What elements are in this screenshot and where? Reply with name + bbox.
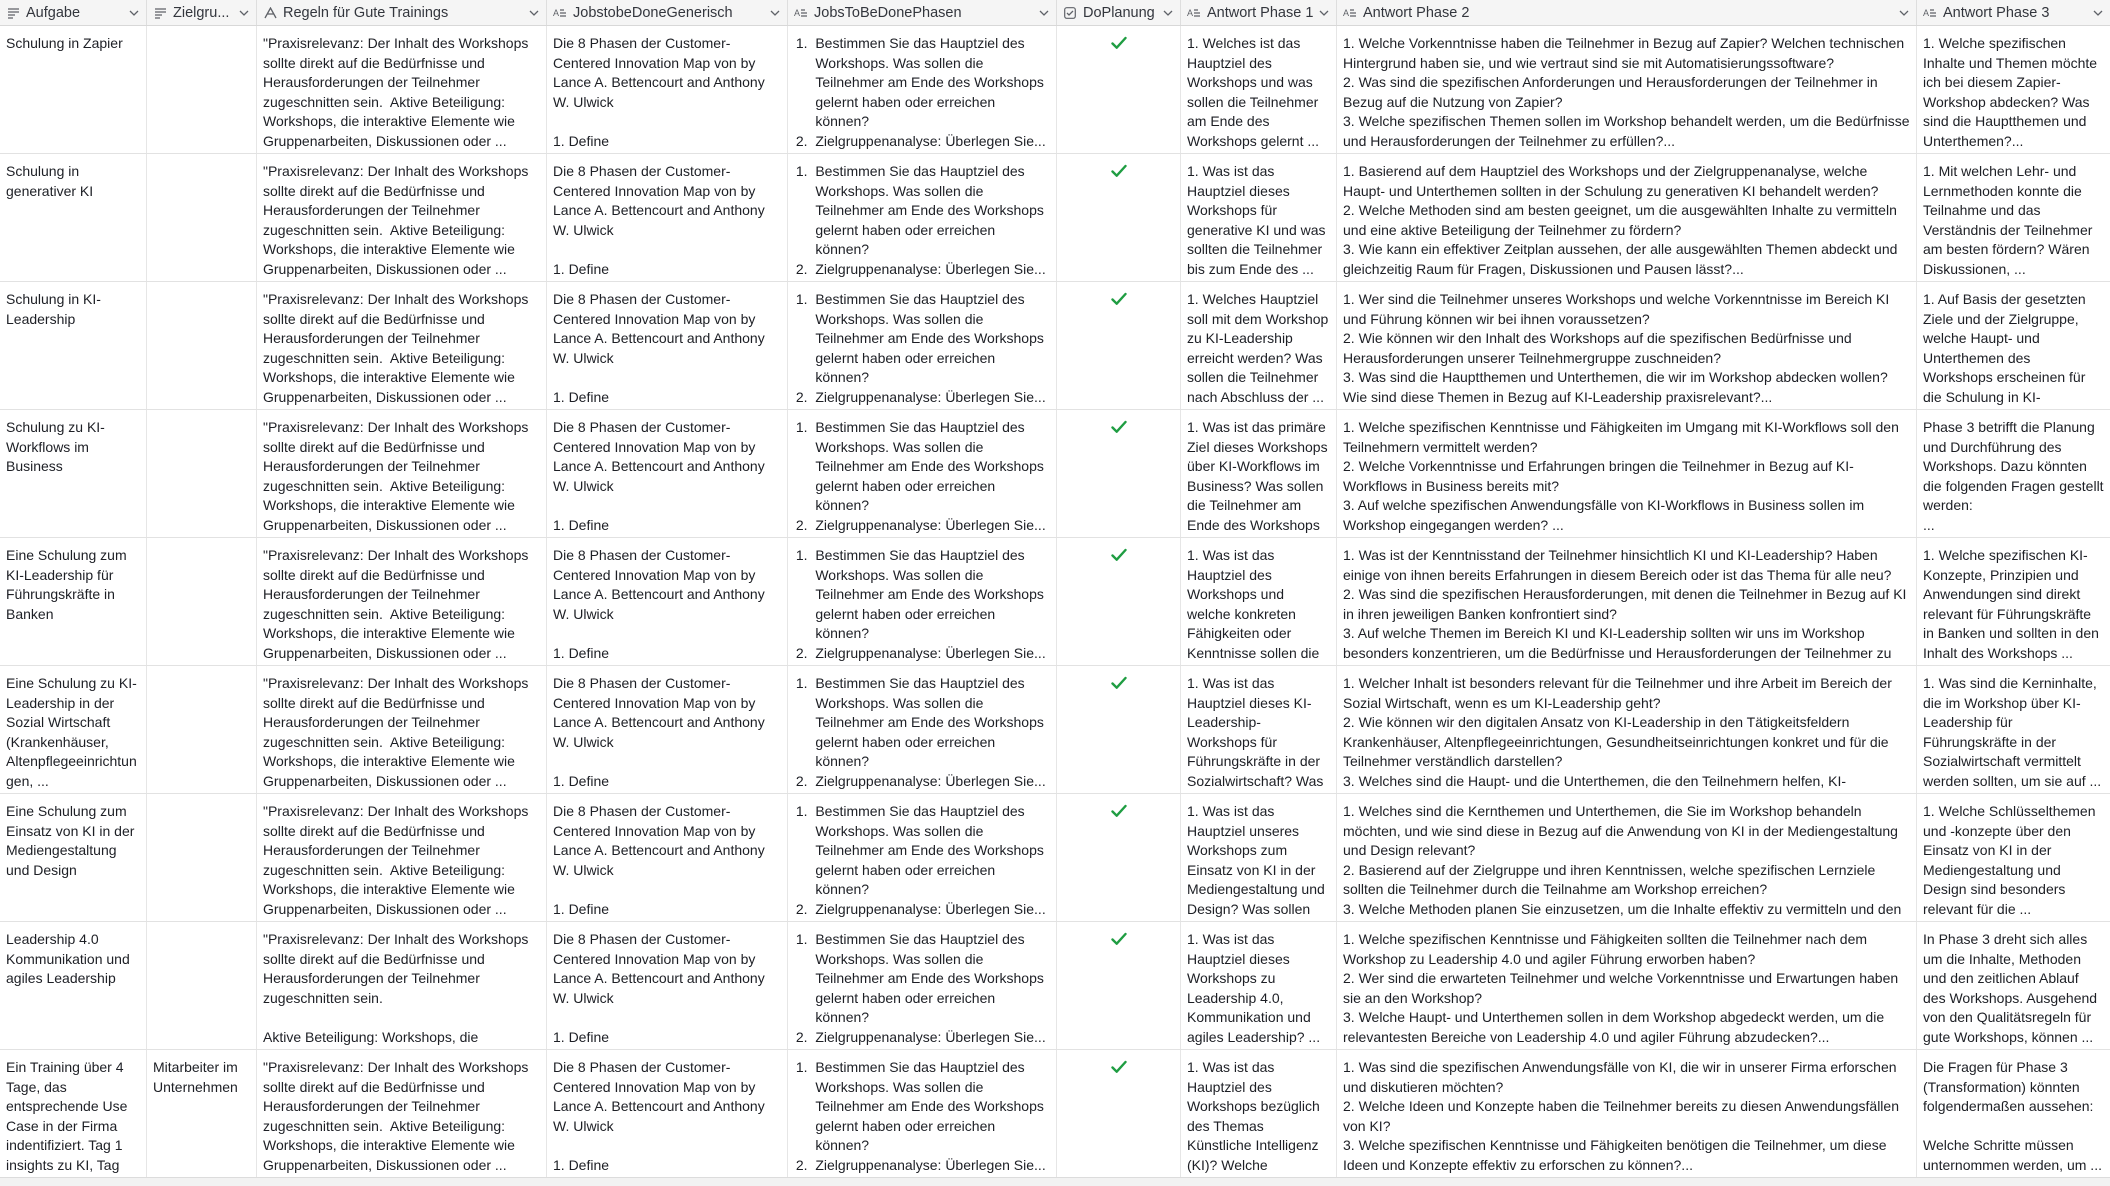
column-header-label: Antwort Phase 2 bbox=[1363, 4, 1470, 21]
table-row[interactable] bbox=[0, 538, 2110, 666]
antwort-phase3-cell[interactable]: Die Fragen für Phase 3 (Transformation) könnten folgendermaßen aussehen: Welche Schritte müssen unternommen werden, um ... bbox=[1923, 1059, 2102, 1173]
antwort-phase2-cell[interactable]: 1. Was ist der Kenntnisstand der Teilnehmer hinsichtlich KI und KI-Leadership? Haben einige von ihnen bereits Erfahrungen in diesem Bereich oder ist das Thema für alle neu? 2. Was sind die spezifischen Herausforderungen, mit denen die Teilnehmer in Bezug auf KI in ihren jeweiligen Banken konfrontiert sind? 3. Auf welche Themen im Bereich KI und KI-Leadership sollten wir uns im Workshop besonders konzentrieren, um die Bedürfnisse und Herausforderungen der Teilnehmer zu bbox=[1337, 538, 1917, 665]
doplanung-cell[interactable] bbox=[1057, 666, 1181, 793]
column-header-label: Antwort Phase 1 bbox=[1207, 4, 1314, 21]
column-header-8[interactable] bbox=[1917, 0, 2110, 25]
checkmark-icon[interactable] bbox=[1111, 548, 1127, 665]
table-row[interactable] bbox=[0, 1050, 2110, 1178]
jtbd-generisch-cell[interactable]: Die 8 Phasen der Customer-Centered Innovation Map von by Lance A. Bettencourt and Anthony W. Ulwick 1. Define bbox=[547, 410, 788, 537]
chevron-down-icon[interactable] bbox=[1316, 10, 1332, 16]
antwort-phase1-cell[interactable]: 1. Was ist das Hauptziel des Workshops bezüglich des Themas Künstliche Intelligenz (KI)? Welche bbox=[1181, 1050, 1337, 1177]
regeln-cell[interactable]: "Praxisrelevanz: Der Inhalt des Workshops sollte direkt auf die Bedürfnisse und Herausforderungen der Teilnehmer zugeschnitten sein. Aktive Beteiligung: Workshops, die interaktive Elemente wie Gruppenarbeiten, Diskussionen oder ... bbox=[257, 410, 547, 537]
table-row[interactable] bbox=[0, 922, 2110, 1050]
antwort-phase1-cell[interactable]: 1. Was ist das Hauptziel des Workshops und welche konkreten Fähigkeiten oder Kenntnisse sollen die bbox=[1181, 538, 1337, 665]
formula-icon bbox=[263, 6, 277, 20]
zielgruppe-cell[interactable] bbox=[147, 794, 257, 921]
jtbd-phasen-cell[interactable]: 1. Bestimmen Sie das Hauptziel des Workshops. Was sollen die Teilnehmer am Ende des Workshops gelernt haben oder erreichen können? 2. Zielgruppenanalyse: Überlegen Sie... bbox=[788, 410, 1057, 537]
chevron-down-icon[interactable] bbox=[1160, 10, 1176, 16]
regeln-cell[interactable]: "Praxisrelevanz: Der Inhalt des Workshops sollte direkt auf die Bedürfnisse und Herausforderungen der Teilnehmer zugeschnitten sein. Aktive Beteiligung: Workshops, die interaktive Elemente wie Gruppenarbeiten, Diskussionen oder ... bbox=[257, 282, 547, 409]
antwort-phase2-cell[interactable]: 1. Welche spezifischen Kenntnisse und Fähigkeiten sollten die Teilnehmer nach dem Workshop zu Leadership 4.0 und agiler Führung erworben haben? 2. Wer sind die erwarteten Teilnehmer und welche Vorkenntnisse und Erwartungen haben sie an den Workshop? 3. Welche Haupt- und Unterthemen sollen in dem Workshop abgedeckt werden, um die relevantesten Bereiche von Leadership 4.0 und agiler Führung abzudecken?... bbox=[1337, 922, 1917, 1049]
chevron-down-icon[interactable] bbox=[126, 10, 142, 16]
zielgruppe-cell[interactable] bbox=[147, 282, 257, 409]
doplanung-cell[interactable] bbox=[1057, 1050, 1181, 1177]
column-header-label: Regeln für Gute Trainings bbox=[283, 4, 449, 21]
long-text-icon bbox=[153, 6, 167, 20]
ai-text-icon bbox=[1187, 6, 1201, 20]
doplanung-cell[interactable] bbox=[1057, 794, 1181, 921]
svg-text:A: A bbox=[794, 7, 801, 18]
chevron-down-icon[interactable] bbox=[2090, 10, 2106, 16]
jtbd-phasen-cell[interactable]: 1. Bestimmen Sie das Hauptziel des Workshops. Was sollen die Teilnehmer am Ende des Workshops gelernt haben oder erreichen können? 2. Zielgruppenanalyse: Überlegen Sie... bbox=[788, 922, 1057, 1049]
column-header-1[interactable] bbox=[147, 0, 257, 25]
checkmark-icon[interactable] bbox=[1111, 420, 1127, 537]
aufgabe-cell[interactable]: Ein Training über 4 Tage, das entsprechende Use Case in der Firma indentifiziert. Tag 1 insights zu KI, Tag bbox=[0, 1050, 147, 1177]
antwort-phase1-cell[interactable]: 1. Was ist das Hauptziel unseres Workshops zum Einsatz von KI in der Mediengestaltung und Design? Was sollen bbox=[1181, 794, 1337, 921]
table-row[interactable] bbox=[0, 154, 2110, 282]
table-row[interactable] bbox=[0, 794, 2110, 922]
jtbd-phasen-cell[interactable]: 1. Bestimmen Sie das Hauptziel des Workshops. Was sollen die Teilnehmer am Ende des Workshops gelernt haben oder erreichen können? 2. Zielgruppenanalyse: Überlegen Sie... bbox=[788, 154, 1057, 281]
aufgabe-cell[interactable]: Eine Schulung zum Einsatz von KI in der Mediengestaltung und Design bbox=[0, 794, 147, 921]
antwort-phase3-cell[interactable]: 1. Welche Schlüsselthemen und -konzepte über den Einsatz von KI in der Mediengestaltung und Design sind besonders relevant für die ... bbox=[1923, 803, 2100, 917]
aufgabe-cell[interactable]: Schulung in Zapier bbox=[0, 26, 147, 153]
checkmark-icon[interactable] bbox=[1111, 292, 1127, 409]
ai-text-icon bbox=[794, 6, 808, 20]
checkmark-icon[interactable] bbox=[1111, 1060, 1127, 1177]
antwort-phase3-cell[interactable]: 1. Auf Basis der gesetzten Ziele und der Zielgruppe, welche Haupt- und Unterthemen des Workshops erscheinen für die Schulung in KI- bbox=[1923, 291, 2086, 405]
zielgruppe-cell[interactable] bbox=[147, 154, 257, 281]
jtbd-generisch-cell[interactable]: Die 8 Phasen der Customer-Centered Innovation Map von by Lance A. Bettencourt and Anthony W. Ulwick 1. Define bbox=[547, 154, 788, 281]
antwort-phase1-cell[interactable]: 1. Was ist das Hauptziel dieses Workshops für generative KI und was sollten die Teilnehmer bis zum Ende des ... bbox=[1181, 154, 1337, 281]
jtbd-generisch-cell[interactable]: Die 8 Phasen der Customer-Centered Innovation Map von by Lance A. Bettencourt and Anthony W. Ulwick 1. Define bbox=[547, 26, 788, 153]
antwort-phase2-cell[interactable]: 1. Welche spezifischen Kenntnisse und Fähigkeiten im Umgang mit KI-Workflows soll den Teilnehmern vermittelt werden? 2. Welche Vorkenntnisse und Erfahrungen bringen die Teilnehmer in Bezug auf KI-Workflows in Business bereits mit? 3. Auf welche spezifischen Anwendungsfälle von KI-Workflows in Business sollen im Workshop eingegangen werden? ... bbox=[1337, 410, 1917, 537]
checkmark-icon[interactable] bbox=[1111, 932, 1127, 1049]
ai-text-icon bbox=[553, 6, 567, 20]
antwort-phase2-cell[interactable]: 1. Welcher Inhalt ist besonders relevant für die Teilnehmer und ihre Arbeit im Bereich der Sozial Wirtschaft, wenn es um KI-Leadership geht? 2. Wie können wir den digitalen Ansatz von KI-Leadership in den Tätigkeitsfeldern Krankenhäuser, Altenpflegeeinrichtungen, Gesundheitseinrichtungen konkret und für die Teilnehmer verständlich darstellen? 3. Welches sind die Haupt- und die Unterthemen, die den Teilnehmern helfen, KI- bbox=[1337, 666, 1917, 793]
zielgruppe-cell[interactable] bbox=[147, 922, 257, 1049]
jtbd-phasen-cell[interactable]: 1. Bestimmen Sie das Hauptziel des Workshops. Was sollen die Teilnehmer am Ende des Workshops gelernt haben oder erreichen können? 2. Zielgruppenanalyse: Überlegen Sie... bbox=[788, 1050, 1057, 1177]
aufgabe-cell[interactable]: Schulung in generativer KI bbox=[0, 154, 147, 281]
aufgabe-cell[interactable]: Schulung zu KI-Workflows im Business bbox=[0, 410, 147, 537]
doplanung-cell[interactable] bbox=[1057, 26, 1181, 153]
doplanung-cell[interactable] bbox=[1057, 410, 1181, 537]
chevron-down-icon[interactable] bbox=[1896, 10, 1912, 16]
jtbd-generisch-cell[interactable]: Die 8 Phasen der Customer-Centered Innovation Map von by Lance A. Bettencourt and Anthony W. Ulwick 1. Define bbox=[547, 538, 788, 665]
antwort-phase3-cell[interactable]: 1. Was sind die Kerninhalte, die im Workshop über KI-Leadership für Führungskräfte in der Sozialwirtschaft vermittelt werden sollten, um sie auf ... bbox=[1923, 675, 2102, 789]
svg-text:A: A bbox=[553, 7, 560, 18]
antwort-phase2-cell[interactable]: 1. Welches sind die Kernthemen und Unterthemen, die Sie im Workshop behandeln möchten, und wie sind diese in Bezug auf die Anwendung von KI in der Mediengestaltung und Design relevant? 2. Basierend auf der Zielgruppe und ihren Kenntnissen, welche spezifischen Lernziele sollten die Teilnehmer durch die Teilnahme am Workshop erreichen? 3. Welche Methoden planen Sie einzusetzen, um die Inhalte effektiv zu vermitteln und den bbox=[1337, 794, 1917, 921]
doplanung-cell[interactable] bbox=[1057, 282, 1181, 409]
aufgabe-cell[interactable]: Eine Schulung zu KI-Leadership in der Sozial Wirtschaft (Krankenhäuser, Altenpflegeeinrichtungen, ... bbox=[0, 666, 147, 793]
regeln-cell[interactable]: "Praxisrelevanz: Der Inhalt des Workshops sollte direkt auf die Bedürfnisse und Herausforderungen der Teilnehmer zugeschnitten sein. Aktive Beteiligung: Workshops, die interaktive Elemente wie Gruppenarbeiten, Diskussionen oder ... bbox=[257, 1050, 547, 1177]
column-header-7[interactable] bbox=[1337, 0, 1917, 25]
jtbd-phasen-cell[interactable]: 1. Bestimmen Sie das Hauptziel des Workshops. Was sollen die Teilnehmer am Ende des Workshops gelernt haben oder erreichen können? 2. Zielgruppenanalyse: Überlegen Sie... bbox=[788, 538, 1057, 665]
antwort-phase2-cell[interactable]: 1. Basierend auf dem Hauptziel des Workshops und der Zielgruppenanalyse, welche Haupt- und Unterthemen sollten in der Schulung zu generativen KI behandelt werden? 2. Welche Methoden sind am besten geeignet, um die ausgewählten Inhalte zu vermitteln und eine aktive Beteiligung der Teilnehmer zu fördern? 3. Wie kann ein effektiver Zeitplan aussehen, der alle ausgewählten Themen abdeckt und gleichzeitig Raum für Fragen, Diskussionen und Pausen lässt?... bbox=[1337, 154, 1917, 281]
ai-text-icon bbox=[1923, 6, 1937, 20]
regeln-cell[interactable]: "Praxisrelevanz: Der Inhalt des Workshops sollte direkt auf die Bedürfnisse und Herausforderungen der Teilnehmer zugeschnitten sein. Aktive Beteiligung: Workshops, die interaktive Elemente wie Gruppenarbeiten, Diskussionen oder ... bbox=[257, 154, 547, 281]
zielgruppe-cell[interactable] bbox=[147, 666, 257, 793]
chevron-down-icon[interactable] bbox=[767, 10, 783, 16]
doplanung-cell[interactable] bbox=[1057, 922, 1181, 1049]
long-text-icon bbox=[6, 6, 20, 20]
regeln-cell[interactable]: "Praxisrelevanz: Der Inhalt des Workshops sollte direkt auf die Bedürfnisse und Herausforderungen der Teilnehmer zugeschnitten sein. Aktive Beteiligung: Workshops, die interaktive Elemente wie Gruppenarbeiten, Diskussionen oder ... bbox=[257, 794, 547, 921]
antwort-phase1-cell[interactable]: 1. Was ist das Hauptziel dieses Workshops zu Leadership 4.0, Kommunikation und agiles Leadership? ... bbox=[1181, 922, 1337, 1049]
jtbd-phasen-cell[interactable]: 1. Bestimmen Sie das Hauptziel des Workshops. Was sollen die Teilnehmer am Ende des Workshops gelernt haben oder erreichen können? 2. Zielgruppenanalyse: Überlegen Sie... bbox=[788, 666, 1057, 793]
jtbd-generisch-cell[interactable]: Die 8 Phasen der Customer-Centered Innovation Map von by Lance A. Bettencourt and Anthony W. Ulwick 1. Define bbox=[547, 1050, 788, 1177]
zielgruppe-cell[interactable]: Mitarbeiter im Unternehmen bbox=[147, 1050, 257, 1177]
regeln-cell[interactable]: "Praxisrelevanz: Der Inhalt des Workshops sollte direkt auf die Bedürfnisse und Herausforderungen der Teilnehmer zugeschnitten sein. Aktive Beteiligung: Workshops, die interaktive Elemente wie Gruppenarbeiten, Diskussionen oder ... bbox=[257, 26, 547, 153]
column-header-4[interactable] bbox=[788, 0, 1057, 25]
jtbd-phasen-cell[interactable]: 1. Bestimmen Sie das Hauptziel des Workshops. Was sollen die Teilnehmer am Ende des Workshops gelernt haben oder erreichen können? 2. Zielgruppenanalyse: Überlegen Sie... bbox=[788, 26, 1057, 153]
table-row[interactable] bbox=[0, 282, 2110, 410]
jtbd-generisch-cell[interactable]: Die 8 Phasen der Customer-Centered Innovation Map von by Lance A. Bettencourt and Anthony W. Ulwick 1. Define bbox=[547, 922, 788, 1049]
aufgabe-cell[interactable]: Leadership 4.0 Kommunikation und agiles Leadership bbox=[0, 922, 147, 1049]
jtbd-generisch-cell[interactable]: Die 8 Phasen der Customer-Centered Innovation Map von by Lance A. Bettencourt and Anthony W. Ulwick 1. Define bbox=[547, 794, 788, 921]
regeln-cell[interactable]: "Praxisrelevanz: Der Inhalt des Workshops sollte direkt auf die Bedürfnisse und Herausforderungen der Teilnehmer zugeschnitten sein. Aktive Beteiligung: Workshops, die interaktive Elemente wie Gruppenarbeiten, Diskussionen oder ... bbox=[257, 666, 547, 793]
antwort-phase3-cell[interactable]: 1. Welche spezifischen Inhalte und Themen möchte ich bei diesem Zapier-Workshop abdecken? Was sind die Hauptthemen und Unterthemen?... bbox=[1923, 35, 2101, 149]
checkmark-icon[interactable] bbox=[1111, 676, 1127, 793]
jtbd-phasen-cell[interactable]: 1. Bestimmen Sie das Hauptziel des Workshops. Was sollen die Teilnehmer am Ende des Workshops gelernt haben oder erreichen können? 2. Zielgruppenanalyse: Überlegen Sie... bbox=[788, 794, 1057, 921]
ai-text-icon bbox=[1343, 6, 1357, 20]
antwort-phase2-cell[interactable]: 1. Was sind die spezifischen Anwendungsfälle von KI, die wir in unserer Firma erforschen und diskutieren möchten? 2. Welche Ideen und Konzepte haben die Teilnehmer bereits zu diesen Anwendungsfällen von KI? 3. Welche spezifischen Kenntnisse und Fähigkeiten benötigen die Teilnehmer, um diese Ideen und Konzepte effektiv zu erforschen zu können?... bbox=[1337, 1050, 1917, 1177]
grid-body bbox=[0, 26, 2110, 1178]
aufgabe-cell[interactable]: Schulung in KI-Leadership bbox=[0, 282, 147, 409]
antwort-phase1-cell[interactable]: 1. Welches Hauptziel soll mit dem Workshop zu KI-Leadership erreicht werden? Was sollen die Teilnehmer nach Abschluss der ... bbox=[1181, 282, 1337, 409]
table-row[interactable] bbox=[0, 26, 2110, 154]
grid-header bbox=[0, 0, 2110, 26]
antwort-phase1-cell[interactable]: 1. Was ist das Hauptziel dieses KI-Leadership-Workshops für Führungskräfte in der Sozialwirtschaft? Was bbox=[1181, 666, 1337, 793]
aufgabe-cell[interactable]: Eine Schulung zum KI-Leadership für Führungskräfte in Banken bbox=[0, 538, 147, 665]
antwort-phase1-cell[interactable]: 1. Was ist das primäre Ziel dieses Workshops über KI-Workflows im Business? Was sollen die Teilnehmer am Ende des Workshops bbox=[1181, 410, 1337, 537]
zielgruppe-cell[interactable] bbox=[147, 26, 257, 153]
column-header-label: JobstobeDoneGenerisch bbox=[573, 4, 733, 21]
svg-text:A: A bbox=[1343, 7, 1350, 18]
table-row[interactable] bbox=[0, 666, 2110, 794]
svg-text:A: A bbox=[1187, 7, 1194, 18]
jtbd-phasen-cell[interactable]: 1. Bestimmen Sie das Hauptziel des Workshops. Was sollen die Teilnehmer am Ende des Workshops gelernt haben oder erreichen können? 2. Zielgruppenanalyse: Überlegen Sie... bbox=[788, 282, 1057, 409]
regeln-cell[interactable]: "Praxisrelevanz: Der Inhalt des Workshops sollte direkt auf die Bedürfnisse und Herausforderungen der Teilnehmer zugeschnitten sein. Aktive Beteiligung: Workshops, die bbox=[257, 922, 547, 1049]
jtbd-generisch-cell[interactable]: Die 8 Phasen der Customer-Centered Innovation Map von by Lance A. Bettencourt and Anthony W. Ulwick 1. Define bbox=[547, 282, 788, 409]
column-header-0[interactable] bbox=[0, 0, 147, 25]
antwort-phase2-cell[interactable]: 1. Wer sind die Teilnehmer unseres Workshops und welche Vorkenntnisse im Bereich KI und Führung können wir bei ihnen voraussetzen? 2. Wie können wir den Inhalt des Workshops auf die spezifischen Bedürfnisse und Herausforderungen unserer Teilnehmergruppe zuschneiden? 3. Was sind die Hauptthemen und Unterthemen, die wir im Workshop abdecken wollen? Wie sind diese Themen in Bezug auf KI-Leadership praxisrelevant?... bbox=[1337, 282, 1917, 409]
column-header-2[interactable] bbox=[257, 0, 547, 25]
horizontal-scrollbar-track[interactable] bbox=[0, 1177, 2110, 1186]
table-row[interactable] bbox=[0, 410, 2110, 538]
column-header-3[interactable] bbox=[547, 0, 788, 25]
antwort-phase2-cell[interactable]: 1. Welche Vorkenntnisse haben die Teilnehmer in Bezug auf Zapier? Welchen technischen Hintergrund haben sie, und wie vertraut sind sie mit Automatisierungssoftware? 2. Was sind die spezifischen Anforderungen und Herausforderungen der Teilnehmer in Bezug auf die Nutzung von Zapier? 3. Welche spezifischen Themen sollen im Workshop behandelt werden, um die Bedürfnisse und Herausforderungen der Teilnehmer zu erfüllen?... bbox=[1337, 26, 1917, 153]
column-header-label: Antwort Phase 3 bbox=[1943, 4, 2050, 21]
antwort-phase3-cell[interactable]: In Phase 3 dreht sich alles um die Inhalte, Methoden und den zeitlichen Ablauf des Workshops. Ausgehend von den Qualitätsregeln für gute Workshops, können ... bbox=[1923, 931, 2101, 1045]
column-header-5[interactable] bbox=[1057, 0, 1181, 25]
checkmark-icon[interactable] bbox=[1111, 804, 1127, 921]
antwort-phase3-cell[interactable]: Phase 3 betrifft die Planung und Durchführung des Workshops. Dazu könnten die folgenden Fragen gestellt werden: ... bbox=[1923, 419, 2104, 533]
chevron-down-icon[interactable] bbox=[1036, 10, 1052, 16]
column-header-label: Aufgabe bbox=[26, 4, 81, 21]
checkbox-icon bbox=[1063, 6, 1077, 20]
zielgruppe-cell[interactable] bbox=[147, 410, 257, 537]
checkmark-icon[interactable] bbox=[1111, 164, 1127, 281]
antwort-phase1-cell[interactable]: 1. Welches ist das Hauptziel des Workshops und was sollen die Teilnehmer am Ende des Workshops gelernt ... bbox=[1181, 26, 1337, 153]
checkmark-icon[interactable] bbox=[1111, 36, 1127, 153]
zielgruppe-cell[interactable] bbox=[147, 538, 257, 665]
column-header-label: Zielgru... bbox=[173, 4, 230, 21]
column-header-6[interactable] bbox=[1181, 0, 1337, 25]
chevron-down-icon[interactable] bbox=[526, 10, 542, 16]
column-header-label: DoPlanung bbox=[1083, 4, 1155, 21]
regeln-cell[interactable]: "Praxisrelevanz: Der Inhalt des Workshops sollte direkt auf die Bedürfnisse und Herausforderungen der Teilnehmer zugeschnitten sein. Aktive Beteiligung: Workshops, die interaktive Elemente wie Gruppenarbeiten, Diskussionen oder ... bbox=[257, 538, 547, 665]
antwort-phase3-cell[interactable]: 1. Mit welchen Lehr- und Lernmethoden konnte die Teilnahme und das Verständnis der Teilnehmer am besten fördern? Wären Diskussionen, ... bbox=[1923, 163, 2097, 277]
column-header-label: JobsToBeDonePhasen bbox=[814, 4, 962, 21]
jtbd-generisch-cell[interactable]: Die 8 Phasen der Customer-Centered Innovation Map von by Lance A. Bettencourt and Anthony W. Ulwick 1. Define bbox=[547, 666, 788, 793]
doplanung-cell[interactable] bbox=[1057, 154, 1181, 281]
chevron-down-icon[interactable] bbox=[236, 10, 252, 16]
svg-text:A: A bbox=[1923, 7, 1930, 18]
doplanung-cell[interactable] bbox=[1057, 538, 1181, 665]
antwort-phase3-cell[interactable]: 1. Welche spezifischen KI-Konzepte, Prinzipien und Anwendungen sind direkt relevant für Führungskräfte in Banken und sollten in den Inhalt des Workshops ... bbox=[1923, 547, 2103, 661]
